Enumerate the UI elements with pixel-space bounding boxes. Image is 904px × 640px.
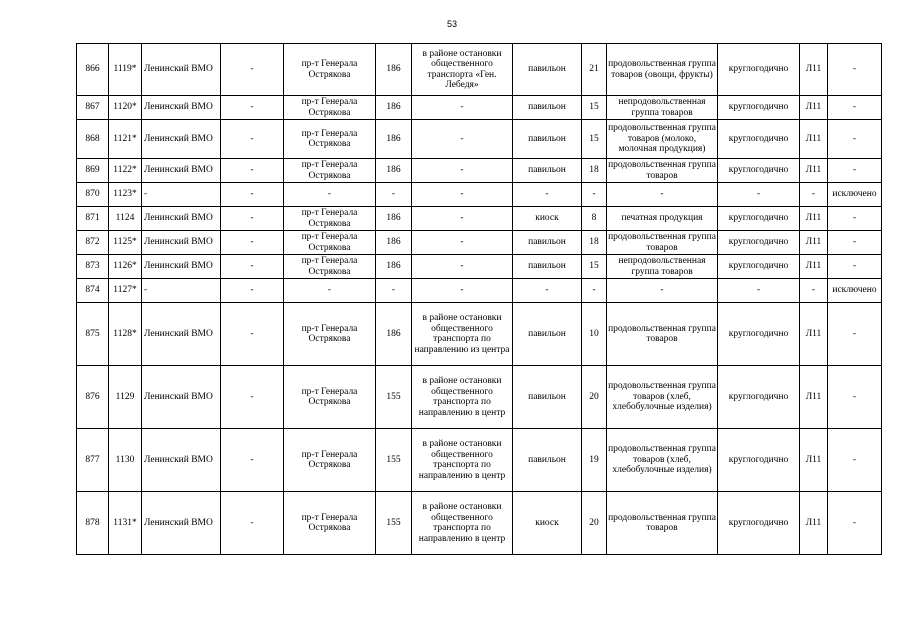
cell-house-number: 186: [376, 44, 412, 96]
cell-note: -: [828, 303, 882, 366]
cell-area: 20: [582, 492, 607, 555]
cell-operating-period: круглогодично: [718, 231, 800, 255]
cell-operating-period: круглогодично: [718, 429, 800, 492]
cell-house-number: 155: [376, 492, 412, 555]
cell-object-type: павильон: [513, 96, 582, 120]
cell-lessor-code: Л11: [800, 231, 828, 255]
cell-lessor-code: Л11: [800, 303, 828, 366]
cell-object-type: -: [513, 279, 582, 303]
cell-object-type: павильон: [513, 255, 582, 279]
table-row: [77, 255, 882, 279]
cell-note: -: [828, 492, 882, 555]
cell-intra-district: -: [221, 303, 284, 366]
cell-operating-period: -: [718, 183, 800, 207]
cell-street: -: [284, 279, 376, 303]
cell-place-number: 1124: [109, 207, 142, 231]
cell-row-number: 874: [77, 279, 109, 303]
cell-object-type: павильон: [513, 429, 582, 492]
cell-landmark: -: [412, 159, 513, 183]
cell-object-type: киоск: [513, 492, 582, 555]
cell-house-number: -: [376, 183, 412, 207]
cell-district: Ленинский ВМО: [142, 159, 221, 183]
table-body: [77, 44, 882, 555]
cell-lessor-code: Л11: [800, 207, 828, 231]
cell-note: исключено: [828, 279, 882, 303]
table-row: [77, 159, 882, 183]
cell-district: Ленинский ВМО: [142, 96, 221, 120]
cell-district: Ленинский ВМО: [142, 492, 221, 555]
cell-product-specialization: продовольственная группа товаров: [608, 232, 716, 253]
cell-place-number: 1130: [109, 429, 142, 492]
cell-lessor-code: -: [800, 183, 828, 207]
cell-row-number: 867: [77, 96, 109, 120]
cell-landmark: -: [412, 207, 513, 231]
cell-house-number: 155: [376, 366, 412, 429]
cell-product-specialization: продовольственная группа товаров (молоко, молочная продукция): [607, 120, 718, 159]
cell-operating-period: круглогодично: [718, 159, 800, 183]
cell-product-specialization: продовольственная группа товаров: [607, 303, 718, 366]
cell-note: -: [828, 96, 882, 120]
cell-landmark: -: [412, 183, 513, 207]
cell-operating-period: круглогодично: [718, 492, 800, 555]
table-row: [77, 492, 882, 555]
cell-place-number: 1119*: [109, 44, 142, 96]
cell-street: пр-т Генерала Острякова: [284, 44, 376, 96]
cell-house-number: 186: [376, 231, 412, 255]
cell-district: Ленинский ВМО: [142, 429, 221, 492]
cell-street: пр-т Генерала Острякова: [284, 207, 376, 231]
cell-object-type: павильон: [513, 120, 582, 159]
cell-row-number: 866: [77, 44, 109, 96]
cell-lessor-code: Л11: [800, 255, 828, 279]
cell-note: исключено: [828, 183, 882, 207]
cell-district: Ленинский ВМО: [142, 120, 221, 159]
cell-operating-period: круглогодично: [718, 303, 800, 366]
cell-house-number: 186: [376, 303, 412, 366]
cell-product-specialization: продовольственная группа товаров (хлеб, хлебобулочные изделия): [607, 366, 718, 429]
cell-note: -: [828, 255, 882, 279]
cell-house-number: 186: [376, 96, 412, 120]
cell-intra-district: -: [221, 429, 284, 492]
cell-note: -: [828, 159, 882, 183]
cell-area: 15: [582, 96, 607, 120]
cell-note: -: [828, 44, 882, 96]
cell-street: пр-т Генерала Острякова: [284, 492, 376, 555]
cell-house-number: 186: [376, 207, 412, 231]
cell-product-specialization: продовольственная группа товаров: [608, 160, 716, 181]
cell-product-specialization: -: [607, 279, 718, 303]
cell-place-number: 1127*: [109, 279, 142, 303]
cell-row-number: 868: [77, 120, 109, 159]
cell-intra-district: -: [221, 159, 284, 183]
cell-street: пр-т Генерала Острякова: [284, 231, 376, 255]
cell-intra-district: -: [221, 279, 284, 303]
cell-landmark: в районе остановки общественного транспорта по направлению из центра: [412, 303, 513, 366]
cell-landmark: -: [412, 279, 513, 303]
cell-row-number: 869: [77, 159, 109, 183]
cell-intra-district: -: [221, 366, 284, 429]
cell-object-type: павильон: [513, 366, 582, 429]
cell-house-number: 186: [376, 120, 412, 159]
cell-note: -: [828, 429, 882, 492]
cell-place-number: 1120*: [109, 96, 142, 120]
table-row: [77, 231, 882, 255]
cell-area: 18: [582, 231, 607, 255]
cell-area: 8: [582, 207, 607, 231]
cell-product-specialization: непродовольственная группа товаров: [607, 255, 718, 279]
cell-row-number: 876: [77, 366, 109, 429]
cell-object-type: павильон: [513, 44, 582, 96]
cell-area: 18: [582, 159, 607, 183]
cell-intra-district: -: [221, 96, 284, 120]
cell-intra-district: -: [221, 492, 284, 555]
cell-operating-period: круглогодично: [718, 207, 800, 231]
cell-area: 21: [582, 44, 607, 96]
cell-lessor-code: Л11: [800, 96, 828, 120]
cell-place-number: 1129: [109, 366, 142, 429]
cell-street: пр-т Генерала Острякова: [284, 96, 376, 120]
cell-row-number: 878: [77, 492, 109, 555]
cell-intra-district: -: [221, 255, 284, 279]
table-row: [77, 279, 882, 303]
cell-lessor-code: -: [800, 279, 828, 303]
cell-area: 10: [582, 303, 607, 366]
cell-area: 19: [582, 429, 607, 492]
cell-district: -: [142, 279, 221, 303]
registry-table: [76, 43, 882, 555]
cell-house-number: 155: [376, 429, 412, 492]
cell-place-number: 1122*: [109, 159, 142, 183]
table-row: [77, 303, 882, 366]
cell-landmark: в районе остановки общественного транспорта «Ген. Лебедя»: [412, 44, 513, 96]
cell-district: Ленинский ВМО: [142, 207, 221, 231]
cell-landmark: в районе остановки общественного транспорта по направлению в центр: [412, 429, 513, 492]
cell-landmark: -: [412, 255, 513, 279]
table-row: [77, 207, 882, 231]
cell-note: -: [828, 366, 882, 429]
table-row: [77, 429, 882, 492]
cell-intra-district: -: [221, 44, 284, 96]
cell-area: -: [582, 183, 607, 207]
table-row: [77, 44, 882, 96]
cell-note: -: [828, 120, 882, 159]
table-row: [77, 366, 882, 429]
cell-product-specialization: печатная продукция: [607, 207, 718, 231]
cell-district: Ленинский ВМО: [142, 255, 221, 279]
cell-landmark: в районе остановки общественного транспорта по направлению в центр: [412, 366, 513, 429]
cell-district: -: [142, 183, 221, 207]
cell-area: -: [582, 279, 607, 303]
cell-operating-period: круглогодично: [718, 366, 800, 429]
table-row: [77, 96, 882, 120]
cell-row-number: 875: [77, 303, 109, 366]
cell-district: Ленинский ВМО: [142, 366, 221, 429]
cell-landmark: -: [412, 96, 513, 120]
cell-lessor-code: Л11: [800, 120, 828, 159]
cell-row-number: 873: [77, 255, 109, 279]
cell-district: Ленинский ВМО: [142, 303, 221, 366]
cell-operating-period: круглогодично: [718, 120, 800, 159]
cell-operating-period: -: [718, 279, 800, 303]
cell-street: пр-т Генерала Острякова: [284, 255, 376, 279]
cell-intra-district: -: [221, 183, 284, 207]
cell-object-type: павильон: [513, 159, 582, 183]
cell-product-specialization: продовольственная группа товаров: [607, 492, 718, 555]
cell-lessor-code: Л11: [800, 44, 828, 96]
page-number: 53: [446, 19, 457, 29]
cell-house-number: 186: [376, 159, 412, 183]
cell-lessor-code: Л11: [800, 159, 828, 183]
cell-district: Ленинский ВМО: [142, 231, 221, 255]
cell-product-specialization: -: [607, 183, 718, 207]
cell-lessor-code: Л11: [800, 492, 828, 555]
cell-note: -: [828, 231, 882, 255]
cell-landmark: в районе остановки общественного транспорта по направлению в центр: [412, 492, 513, 555]
cell-operating-period: круглогодично: [718, 96, 800, 120]
cell-place-number: 1128*: [109, 303, 142, 366]
cell-lessor-code: Л11: [800, 366, 828, 429]
cell-area: 20: [582, 366, 607, 429]
cell-operating-period: круглогодично: [718, 44, 800, 96]
cell-object-type: киоск: [513, 207, 582, 231]
cell-street: пр-т Генерала Острякова: [284, 429, 376, 492]
cell-object-type: -: [513, 183, 582, 207]
cell-intra-district: -: [221, 207, 284, 231]
cell-row-number: 870: [77, 183, 109, 207]
cell-area: 15: [582, 120, 607, 159]
cell-product-specialization: продовольственная группа товаров (хлеб, хлебобулочные изделия): [607, 429, 718, 492]
cell-area: 15: [582, 255, 607, 279]
cell-street: пр-т Генерала Острякова: [284, 120, 376, 159]
cell-object-type: павильон: [513, 303, 582, 366]
cell-street: пр-т Генерала Острякова: [284, 303, 376, 366]
cell-note: -: [828, 207, 882, 231]
cell-object-type: павильон: [513, 231, 582, 255]
cell-intra-district: -: [221, 231, 284, 255]
cell-place-number: 1123*: [109, 183, 142, 207]
cell-street: пр-т Генерала Острякова: [284, 159, 376, 183]
cell-product-specialization: продовольственная группа товаров (овощи, фрукты): [607, 44, 718, 96]
cell-intra-district: -: [221, 120, 284, 159]
cell-operating-period: круглогодично: [718, 255, 800, 279]
cell-street: пр-т Генерала Острякова: [284, 366, 376, 429]
cell-product-specialization: непродовольственная группа товаров: [607, 96, 718, 120]
cell-street: -: [284, 183, 376, 207]
cell-district: Ленинский ВМО: [142, 44, 221, 96]
cell-landmark: -: [412, 120, 513, 159]
cell-house-number: -: [376, 279, 412, 303]
cell-house-number: 186: [376, 255, 412, 279]
cell-row-number: 871: [77, 207, 109, 231]
cell-place-number: 1121*: [109, 120, 142, 159]
cell-landmark: -: [412, 231, 513, 255]
table-row: [77, 183, 882, 207]
cell-place-number: 1131*: [109, 492, 142, 555]
cell-place-number: 1126*: [109, 255, 142, 279]
cell-row-number: 872: [77, 231, 109, 255]
cell-row-number: 877: [77, 429, 109, 492]
cell-place-number: 1125*: [109, 231, 142, 255]
cell-lessor-code: Л11: [800, 429, 828, 492]
table-row: [77, 120, 882, 159]
